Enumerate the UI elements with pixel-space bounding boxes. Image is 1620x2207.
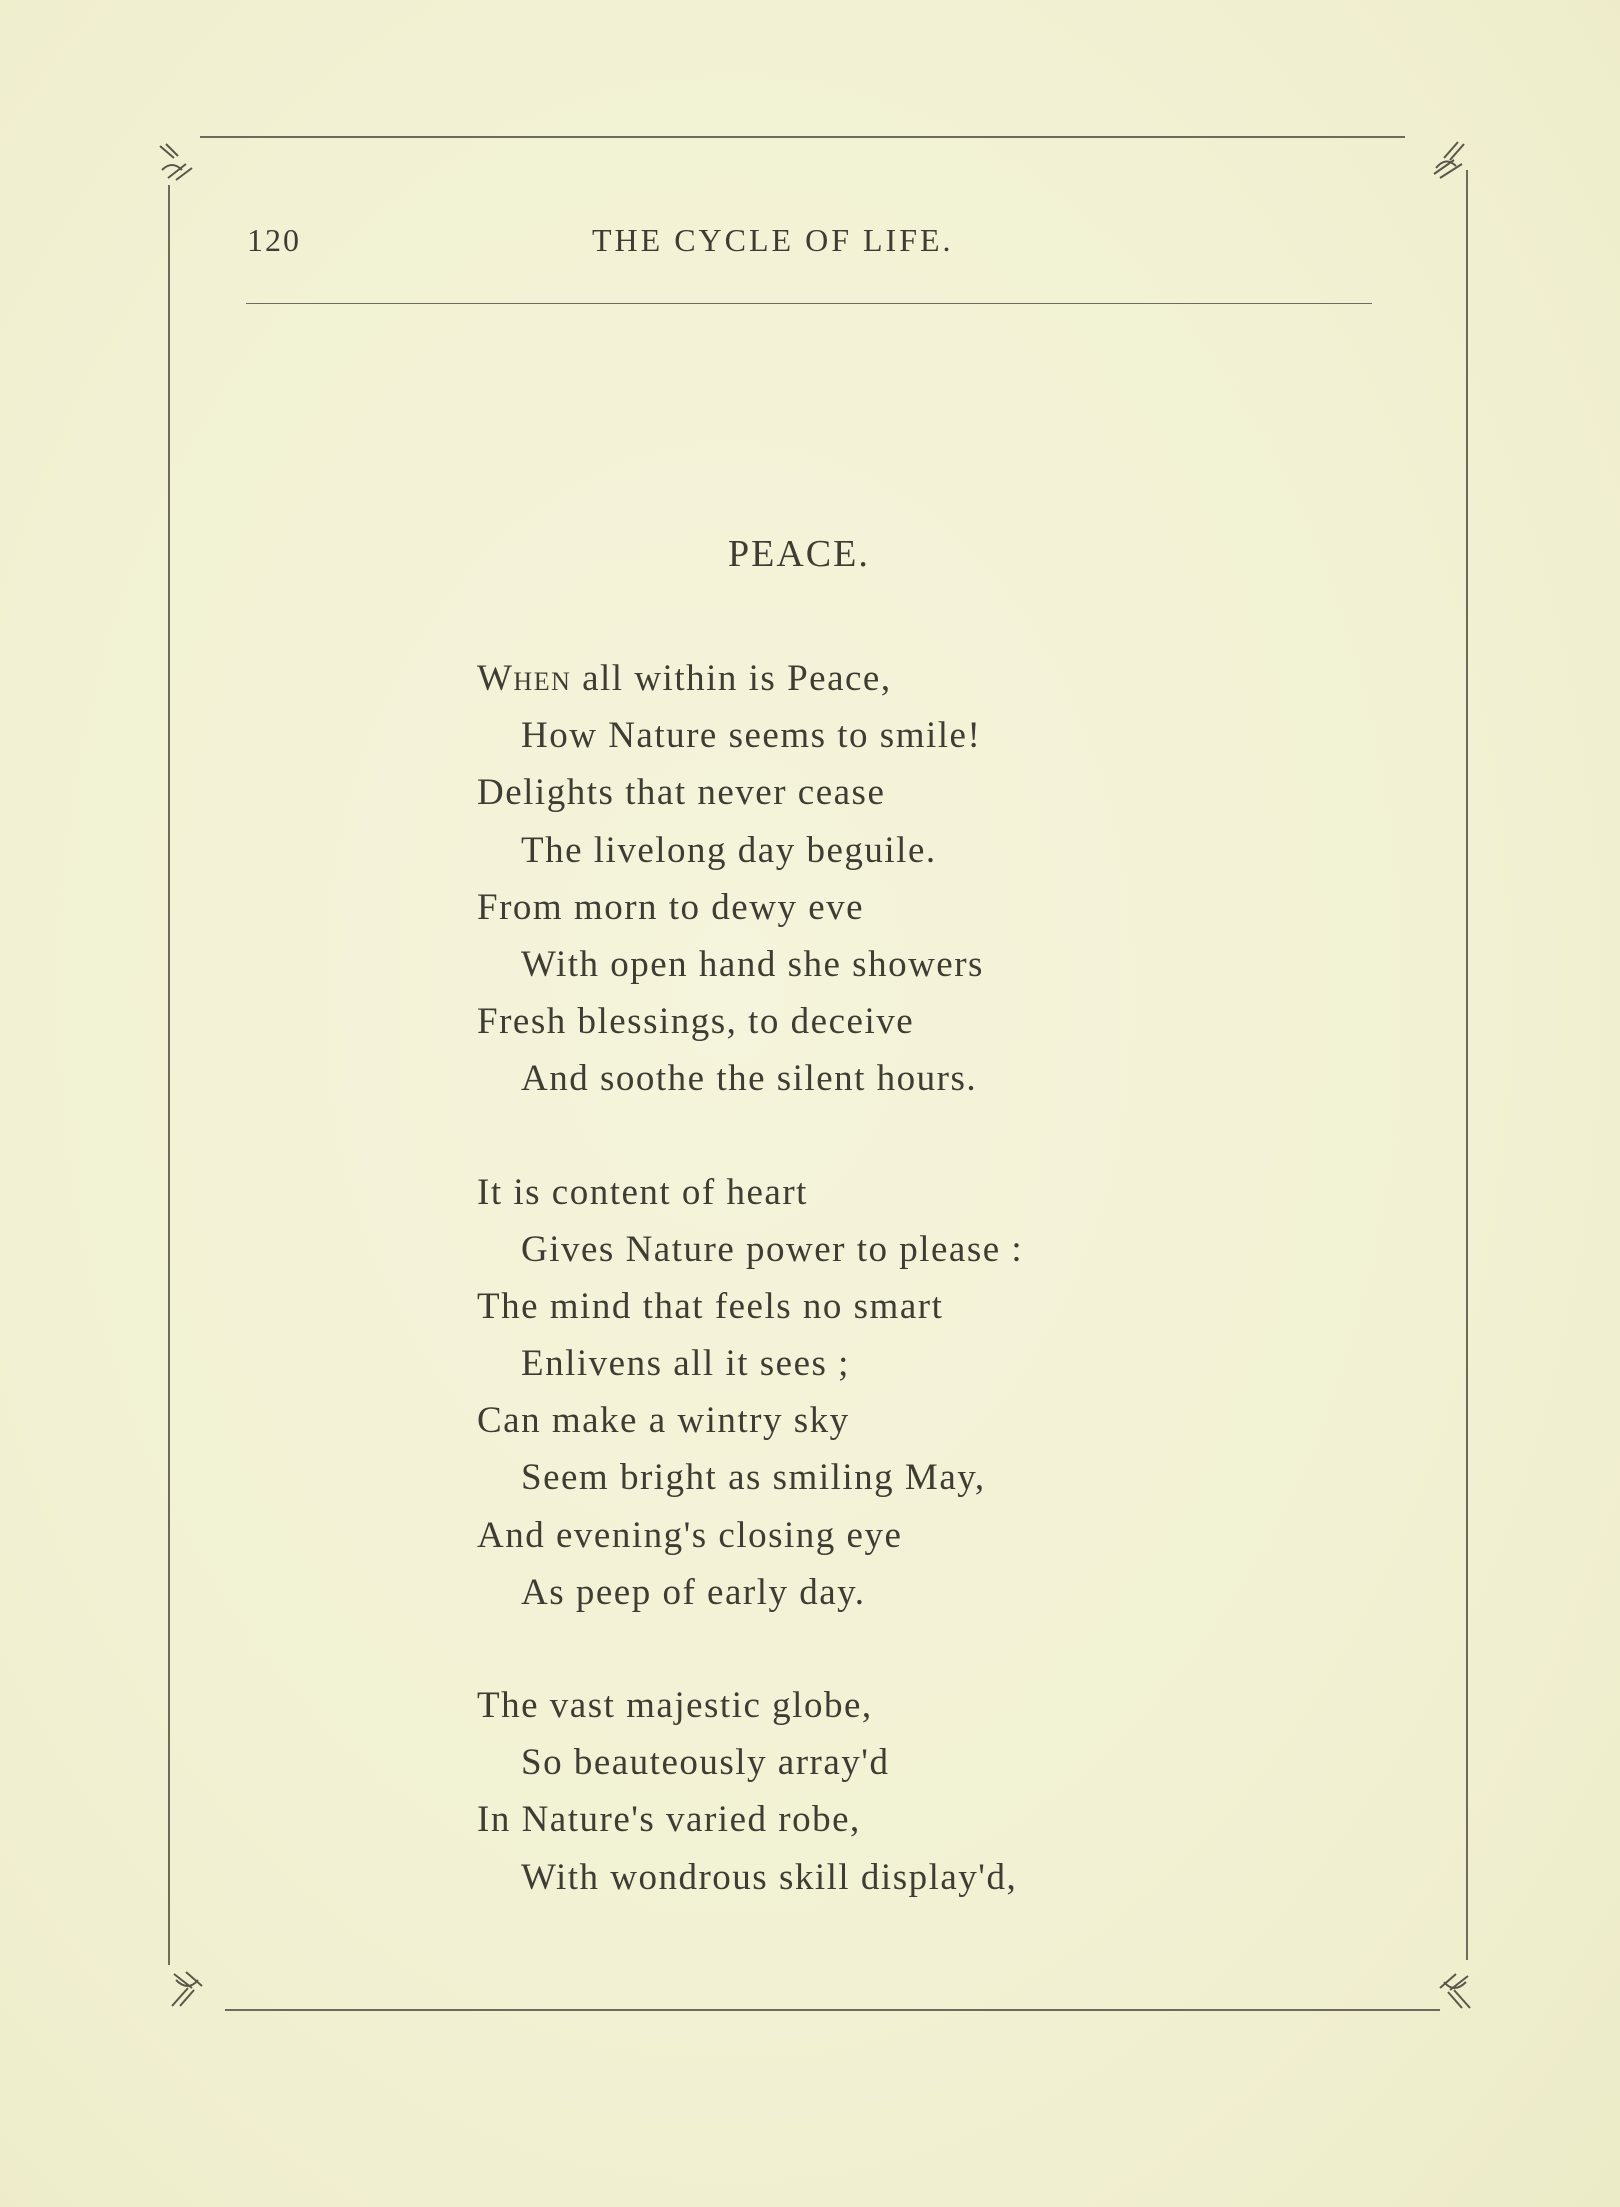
poem-line: Gives Nature power to please : (521, 1228, 1024, 1270)
poem-line: The mind that feels no smart (477, 1285, 944, 1327)
stanza-3 (477, 1677, 1377, 1906)
running-title: THE CYCLE OF LIFE. (592, 222, 954, 258)
poem-line: So beauteously array'd (521, 1742, 890, 1784)
poem-line: With open hand she showers (521, 943, 984, 985)
poem-line: Seem bright as smiling May, (521, 1457, 986, 1499)
poem-line: With wondrous skill display'd, (521, 1856, 1018, 1898)
frame-bottom-rule (225, 2009, 1440, 2011)
header-rule (246, 303, 1372, 304)
poem-line-lead: When (477, 658, 572, 699)
poem-line: Fresh blessings, to deceive (477, 1001, 915, 1043)
poem-line: How Nature seems to smile! (521, 715, 982, 757)
stanza-1 (477, 650, 1377, 1108)
stanza-2 (477, 1164, 1377, 1622)
poem-line: It is content of heart (477, 1171, 808, 1213)
frame-top-rule (200, 136, 1405, 138)
poem-line: In Nature's varied robe, (477, 1799, 861, 1841)
corner-ornament-top-right-icon (1424, 138, 1470, 184)
frame-right-rule (1466, 170, 1468, 1960)
poem-line: As peep of early day. (521, 1571, 866, 1613)
page-number: 120 (247, 222, 301, 258)
corner-ornament-bottom-left-icon (168, 1966, 214, 2012)
poem-line: Can make a wintry sky (477, 1400, 850, 1442)
corner-ornament-bottom-right-icon (1428, 1968, 1474, 2014)
poem-line: Enlivens all it sees ; (521, 1343, 850, 1385)
poem-line-text: all within is Peace, (571, 658, 892, 699)
poem-body (477, 650, 1377, 1962)
corner-ornament-top-left-icon (156, 140, 202, 186)
poem-line: Delights that never cease (477, 772, 886, 814)
poem-line: And evening's closing eye (477, 1514, 903, 1556)
poem-title: PEACE. (728, 533, 870, 575)
running-header (247, 222, 1377, 266)
poem-line: The vast majestic globe, (477, 1685, 873, 1726)
poem-line: And soothe the silent hours. (521, 1058, 978, 1100)
poem-line: The livelong day beguile. (521, 829, 937, 871)
poem-line (477, 650, 1377, 707)
frame-left-rule (168, 185, 170, 1965)
poem-line: From morn to dewy eve (477, 886, 865, 928)
